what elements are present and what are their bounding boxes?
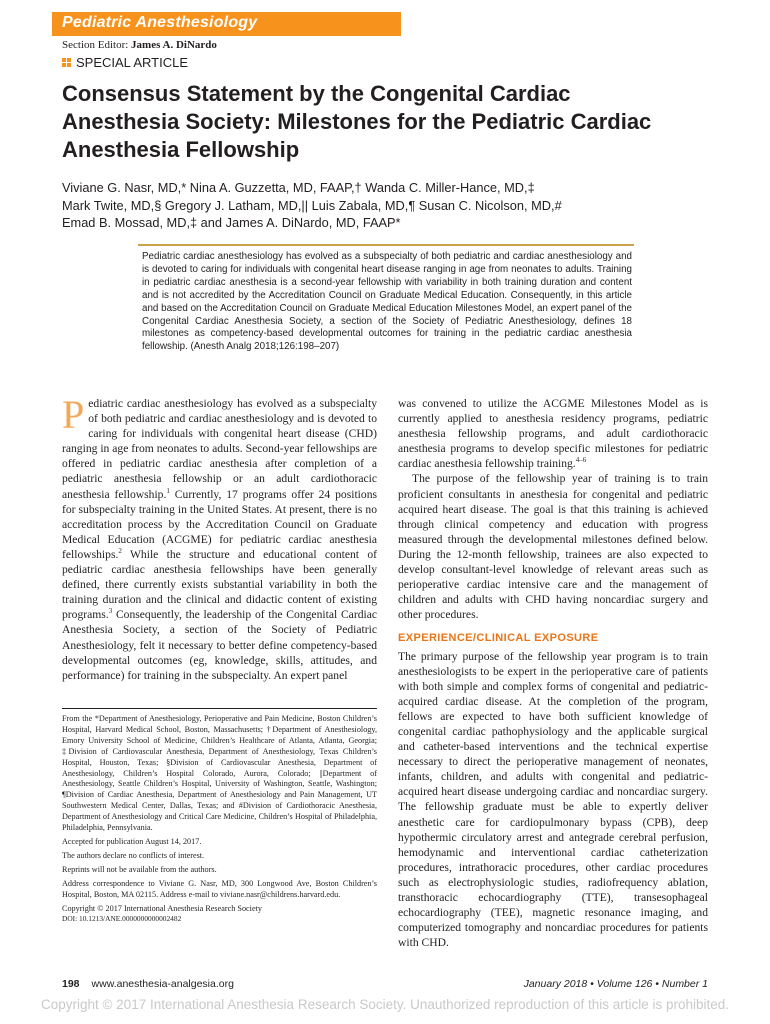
reference-marker: 4–6 <box>575 456 587 465</box>
correspondence: Address correspondence to Viviane G. Nasr, MD, 300 Longwood Ave, Boston Children’s Hospital, Boston, MA 02115. Address e-mail to viviane.nasr@childrens.harvard.edu. <box>62 878 377 899</box>
abstract: Pediatric cardiac anesthesiology has evolved as a subspecialty of both pediatric and cardiac anesthesiology and is devoted to caring for individuals with congenital heart disease ranging in age from neonates to adults. Training in pediatric cardiac anesthesia is a second-year fellowship with variability in both training duration and content and is not accredited by the Accreditation Council on Graduate Medical Education. Consequently, in this article and based on the Accreditation Council on Graduate Medical Education Milestones Model, an expert panel of the Congenital Cardiac Anesthesia Society, a section of the Society of Pediatric Anesthesiology, defines 18 milestones as competency-based developmental outcomes for training in the pediatric cardiac anesthesia fellowship. (Anesth Analg 2018;126:198–207) <box>142 251 632 353</box>
reprints-statement: Reprints will not be available from the authors. <box>62 864 217 874</box>
journal-website[interactable]: www.anesthesia-analgesia.org <box>91 978 234 990</box>
conflicts-statement: The authors declare no conflicts of interest. <box>62 850 205 860</box>
accepted-date: Accepted for publication August 14, 2017. <box>62 836 202 846</box>
footnote-divider <box>62 708 377 709</box>
author-list: Viviane G. Nasr, MD,* Nina A. Guzzetta, MD, FAAP,† Wanda C. Miller-Hance, MD,‡ Mark Twite, MD,§ Gregory J. Latham, MD,|| Luis Zabala, MD,¶ Susan C. Nicolson, MD,# Emad B. Mossad, MD,‡ and James A. DiNardo, MD, FAAP* <box>62 180 562 230</box>
section-banner-label: Pediatric Anesthesiology <box>62 14 258 31</box>
article-title: Consensus Statement by the Congenital Cardiac Anesthesia Society: Milestones for the Pediatric Cardiac Anesthesia Fellowship <box>62 81 652 162</box>
body-paragraph: The purpose of the fellowship year of training is to train proficient consultants in anesthesia for congenital and pediatric acquired heart disease. The goal is that this training is achieved through clinical competency and education with progress measured through the developmental milestones defined below. During the 12-month fellowship, trainees are also expected to develop consultant-level knowledge of relevant areas such as perioperative cardiac intensive care and the management of children and adults with CHD having noncardiac surgery and other procedures. <box>398 472 708 622</box>
copyright-watermark: Copyright © 2017 International Anesthesia Research Society. Unauthorized reproduction of this article is prohibited. <box>40 997 730 1012</box>
article-type <box>62 55 188 70</box>
page-footer-left <box>62 978 234 990</box>
issue-info: January 2018 • Volume 126 • Number 1 <box>523 978 708 990</box>
reference-marker: 3 <box>108 607 113 616</box>
reference-marker: 2 <box>118 547 122 556</box>
footnotes <box>62 714 377 928</box>
section-heading: EXPERIENCE/CLINICAL EXPOSURE <box>398 632 599 645</box>
section-editor <box>62 39 217 51</box>
body-column-left <box>62 392 377 683</box>
page-number: 198 <box>62 978 80 990</box>
intro-paragraph: Pediatric cardiac anesthesiology has evolved as a subspecialty of both pediatric and cardiac anesthesiology and is devoted to caring for individuals with congenital heart disease (CHD) ranging in age from neonates to adults. Second-year fellowships are offered in pediatric cardiac anesthesia after completion of a pediatric anesthesia fellowship or an adult cardiothoracic anesthesia fellowship.$^1$ Currently, 17 programs offer 24 positions for subspecialty training in the United States. At present, there is no accreditation process by the Accreditation Council on Graduate Medical Education (ACGME) for pediatric cardiac anesthesia fellowships.$^2$ While the structure and educational content of pediatric cardiac anesthesia fellowships have been generally defined, there currently exists substantial variability in both the training duration and the clinical and didactic content of existing programs.$^3$ Consequently, the leadership of the Congenital Cardiac Anesthesia Society, a section of the Society of Pediatric Anesthesiology, felt it necessary to better define competency-based developmental outcomes (eg, knowledge, skills, attitudes, and performance) for training in the subspecialty. An expert panel <box>62 392 377 682</box>
reference-marker: 1 <box>166 486 170 495</box>
affiliations: From the *Department of Anesthesiology, Perioperative and Pain Medicine, Boston Children’s Hospital, Harvard Medical School, Boston, Massachusetts; †Department of Anesthesiology, Emory University School of Medicine, Children’s Healthcare of Atlanta, Atlanta, Georgia; ‡Division of Cardiovascular Anesthesia, Department of Anesthesiology, Texas Children’s Hospital, Houston, Texas; §Division of Cardiovascular Anesthesia, Department of Anesthesiology, Children’s Hospital Colorado, Aurora, Colorado; ||Department of Anesthesiology, Seattle Children’s Hospital, University of Washington, Seattle, Washington; ¶Division of Cardiac Anesthesia, Department of Anesthesiology and Pain Management, UT Southwestern Medical Center, Dallas, Texas; and #Division of Cardiothoracic Anesthesia, Department of Anesthesiology and Critical Care Medicine, Children’s Hospital of Philadelphia, Philadelphia, Pennsylvania. <box>62 714 377 833</box>
section-banner <box>52 12 401 36</box>
article-type-label: SPECIAL ARTICLE <box>76 55 188 70</box>
copyright: Copyright © 2017 International Anesthesia Research Society <box>62 903 262 913</box>
grid-icon <box>62 58 71 67</box>
abstract-divider <box>138 244 634 246</box>
body-paragraph: The primary purpose of the fellowship year program is to train anesthesiologists to be expert in the perioperative care of patients with both simple and complex forms of congenital and pediatric-acquired cardiac disease. At the completion of the program, fellows are expected to have both sufficient knowledge of congenital cardiac pathophysiology and the applicable surgical and catheter-based interventions and the technical expertise necessary to direct the perioperative management of neonates, infants, children, and adults with congenital and pediatric-acquired heart disease undergoing cardiac and noncardiac surgery. The fellowship graduate must be able to expertly deliver anesthetic care for cardiopulmonary bypass (CPB), deep hypothermic circulatory arrest and antegrade cerebral perfusion, hemodynamic and interventional cardiac catheterization procedures, intrathoracic procedures, other cardiac procedures such as electrophysiologic studies, radiofrequency ablation, transthoracic echocardiography (TTE), transesophageal echocardiography (TEE), magnetic resonance imaging, and computerized tomography and noncardiac procedures for patients with CHD. <box>398 649 708 950</box>
section-editor-name: James A. DiNardo <box>131 39 217 51</box>
doi: DOI: 10.1213/ANE.0000000000002482 <box>62 914 182 924</box>
body-paragraph: was convened to utilize the ACGME Milestones Model as is currently applied to anesthesia residency programs, pediatric anesthesia fellowship programs, and adult cardiothoracic anesthesia programs to develop specific milestones for pediatric cardiac anesthesia fellowship training.$^{4-6}$ <box>398 397 708 471</box>
body-column-right <box>398 396 708 950</box>
drop-cap: P <box>62 392 85 437</box>
section-editor-label: Section Editor: <box>62 39 132 51</box>
